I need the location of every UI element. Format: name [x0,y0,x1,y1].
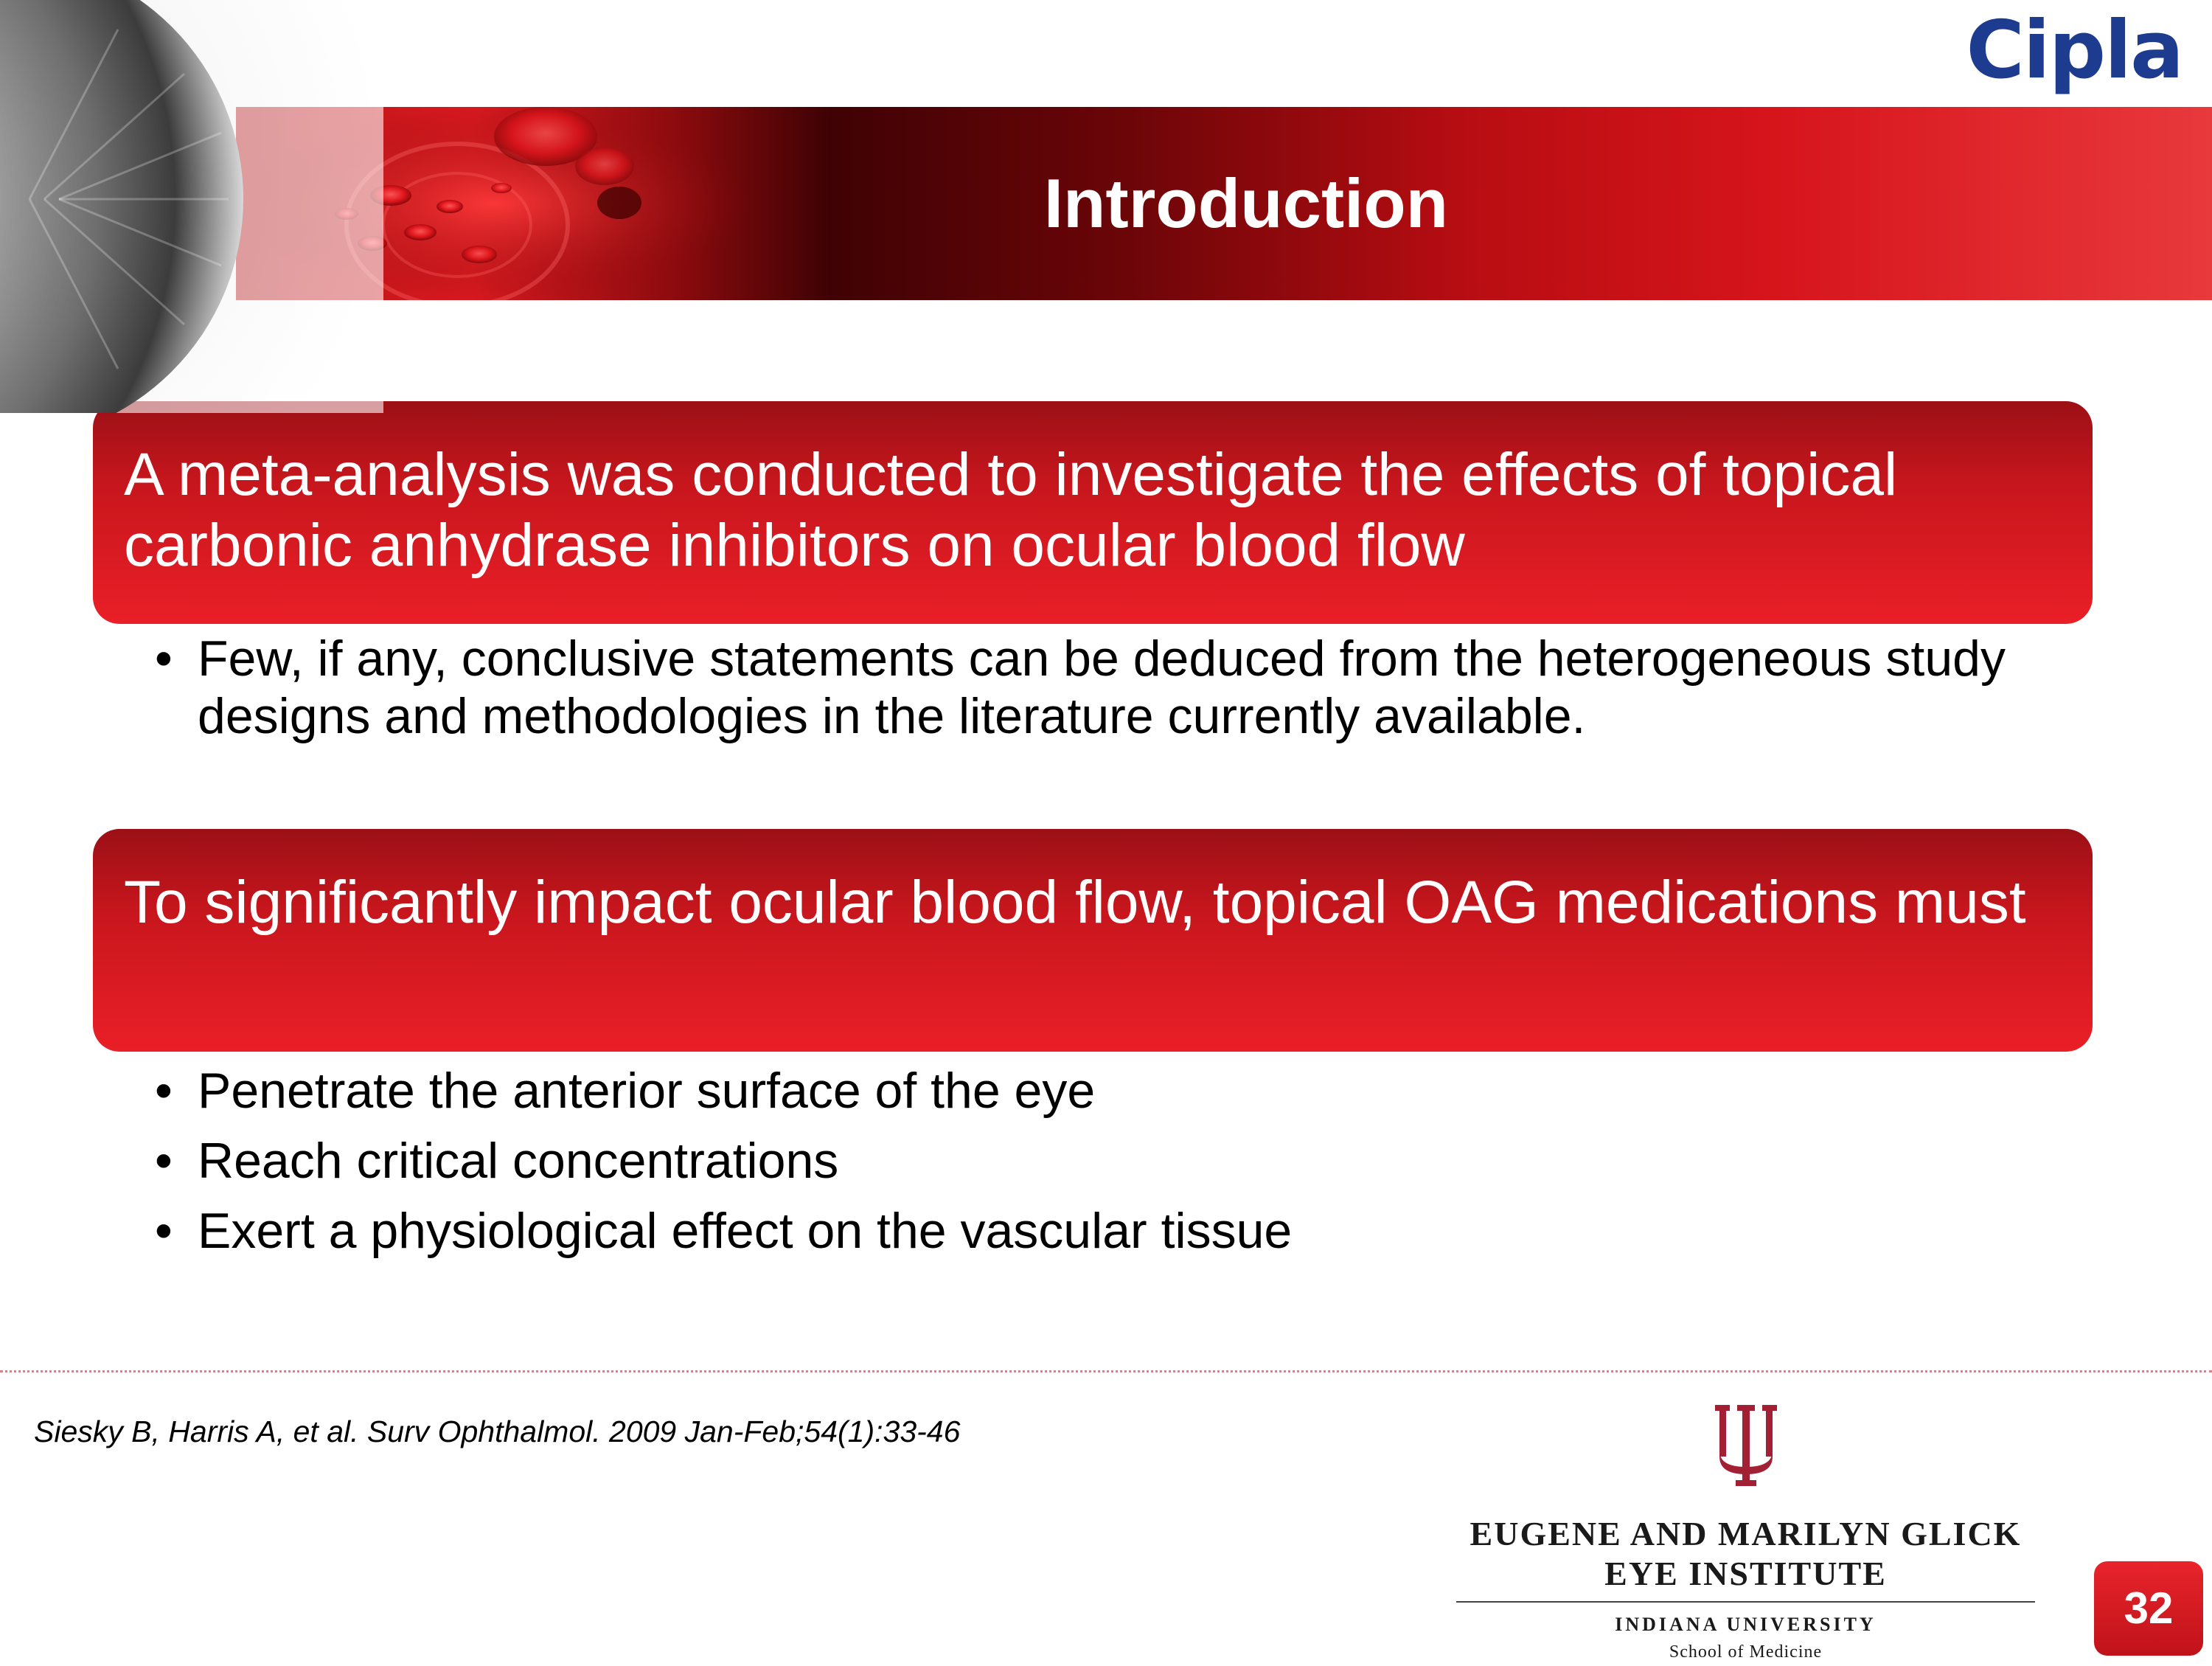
bullet-icon: • [155,1203,173,1259]
bullet-item [155,1056,2101,1126]
bullet-icon: • [155,1063,173,1119]
iu-trident-icon [1709,1405,1783,1486]
bullet-item [155,1196,2101,1266]
bullet-text: Exert a physiological effect on the vascular tissue [198,1203,1293,1259]
eye-iris-graphic [0,0,383,413]
bullet-list [155,1056,2101,1266]
section-heading-text: A meta-analysis was conducted to investigate the effects of topical carbonic anhydrase inhibitors on ocular blood flow [124,441,1898,579]
bullet-item [155,630,2101,745]
bullet-text: Few, if any, conclusive statements can be deduced from the heterogeneous study designs and methodologies in the literature currently available. [198,631,2006,744]
bullet-text: Penetrate the anterior surface of the eye [198,1063,1096,1119]
bullet-item [155,1126,2101,1196]
section-heading-box [93,829,2093,1052]
cipla-logo: Cipla [1966,4,2183,97]
institute-rule [1456,1601,2035,1603]
bullet-text: Reach critical concentrations [198,1133,839,1189]
section-heading-box [93,401,2093,624]
institute-name-line1: EUGENE AND MARILYN GLICK [1470,1515,2022,1552]
reference-citation: Siesky B, Harris A, et al. Surv Ophthalmol. 2009 Jan-Feb;54(1):33-46 [34,1415,961,1448]
institute-name-line2: EYE INSTITUTE [1604,1555,1887,1592]
school-name: School of Medicine [1669,1642,1823,1662]
section-heading-text: To significantly impact ocular blood flow, topical OAG medications must [124,869,2026,936]
bullet-icon: • [155,631,173,687]
bullet-list [155,630,2101,745]
university-name: INDIANA UNIVERSITY [1615,1614,1877,1635]
page-number-badge: 32 [2094,1561,2203,1656]
slide-title: Introduction [1043,164,1449,242]
footer-divider [0,1370,2212,1372]
bullet-icon: • [155,1133,173,1189]
institute-logo [1456,1405,2035,1666]
